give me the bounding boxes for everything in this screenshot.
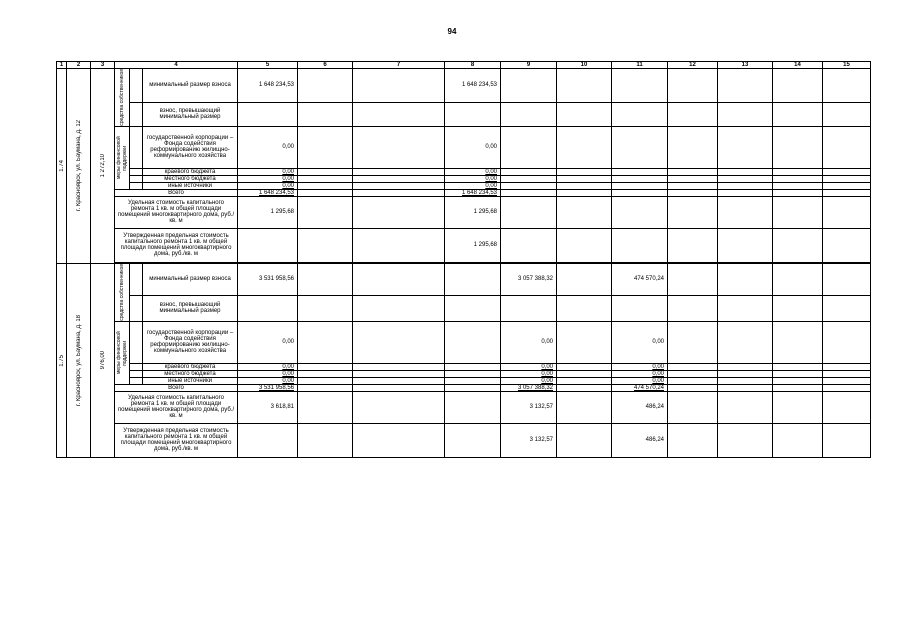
cell-c5-min: 1 648 234,53 xyxy=(238,69,298,103)
record-address-cell xyxy=(67,69,91,264)
cell-c11-total: 474 570,24 xyxy=(612,384,668,391)
table-row: иные источники 0,00 0,00 0,00 xyxy=(57,377,871,384)
col-header-8: 8 xyxy=(445,62,501,69)
col-header-11: 11 xyxy=(612,62,668,69)
col-header-7: 7 xyxy=(353,62,445,69)
row-label-fund: государственной корпорации – Фонда содействия реформированию жилищно-коммунального хозяйства xyxy=(143,126,238,168)
record-area: 976,00 xyxy=(99,351,106,370)
cell-c9-min: 3 057 388,32 xyxy=(501,263,557,295)
table-row xyxy=(57,102,871,126)
record-number-cell xyxy=(57,263,67,457)
row-label-over: взнос, превышающий минимальный размер xyxy=(143,102,238,126)
col-header-1: 1 xyxy=(57,62,67,69)
page-number: 94 xyxy=(447,27,457,36)
record-number: 1.74 xyxy=(58,160,65,172)
table-row: Утвержденная предельная стоимость капитального ремонта 1 кв. м общей площади помещений многоквартирного дома, руб./кв. м 1 295,68 xyxy=(57,228,871,262)
owners-funds-label: средства собственников xyxy=(119,69,125,126)
cell-c5-total: 1 648 234,53 xyxy=(238,189,298,196)
column-number-row xyxy=(57,62,871,69)
support-label: меры финансовой поддержки xyxy=(116,136,128,180)
table-row: 1.75 г. Красноярск, ул. Баумана, д. 18 976,00 средства собственников минимальный размер взноса 3 531 958,56 3 057 388,32 474 570,24 xyxy=(57,263,871,295)
col-header-6: 6 xyxy=(298,62,353,69)
row-label-min: минимальный размер взноса xyxy=(143,69,238,103)
table-row xyxy=(57,69,871,103)
col-header-10: 10 xyxy=(557,62,612,69)
col-header-13: 13 xyxy=(718,62,773,69)
record-area-cell xyxy=(91,69,115,264)
support-group: меры финансовой поддержки xyxy=(115,321,130,384)
table-row xyxy=(57,189,871,196)
table-row: меры финансовой поддержки государственной корпорации – Фонда содействия реформированию жилищно-коммунального хозяйства 0,00 0,00 xyxy=(57,126,871,168)
col-header-14: 14 xyxy=(773,62,823,69)
capital-repair-table xyxy=(56,61,871,458)
table-row: взнос, превышающий минимальный размер xyxy=(57,295,871,321)
col-header-2: 2 xyxy=(67,62,91,69)
table-row: краевого бюджета 0,00 0,00 0,00 xyxy=(57,363,871,370)
col-header-12: 12 xyxy=(668,62,718,69)
cell-c8-min: 1 648 234,53 xyxy=(445,69,501,103)
row-label-max-cost: Утвержденная предельная стоимость капитального ремонта 1 кв. м общей площади помещений многоквартирного дома, руб./кв. м xyxy=(115,228,238,262)
table-row: местного бюджета 0,00 0,00 0,00 xyxy=(57,370,871,377)
table-row: Удельная стоимость капитального ремонта 1 кв. м общей площади помещений многоквартирного дома, руб./кв. м 1 295,68 1 295,68 xyxy=(57,196,871,228)
owners-funds-group xyxy=(115,69,130,127)
row-label-unit-cost: Удельная стоимость капитального ремонта 1 кв. м общей площади помещений многоквартирного дома, руб./кв. м xyxy=(115,196,238,228)
row-label-total: Всего xyxy=(115,189,238,196)
support-group xyxy=(115,126,130,189)
owners-funds-group: средства собственников xyxy=(115,263,130,321)
record-address: г. Красноярск, ул. Баумана, д. 18 xyxy=(75,314,82,406)
record-number-cell xyxy=(57,69,67,264)
record-number: 1.75 xyxy=(58,354,65,367)
table-row: Всего 3 531 958,56 3 057 388,32 474 570,24 xyxy=(57,384,871,391)
record-area-cell xyxy=(91,263,115,457)
cell-c11-min: 474 570,24 xyxy=(612,263,668,295)
col-header-4: 4 xyxy=(115,62,238,69)
table-row: меры финансовой поддержки государственной корпорации – Фонда содействия реформированию жилищно-коммунального хозяйства 0,00 0,00 0,00 xyxy=(57,321,871,363)
cell-c9-total: 3 057 388,32 xyxy=(501,384,557,391)
col-header-15: 15 xyxy=(823,62,871,69)
record-address: г. Красноярск, ул. Баумана, д. 12 xyxy=(75,120,82,212)
table-row: иные источники 0,00 0,00 xyxy=(57,182,871,189)
col-header-5: 5 xyxy=(238,62,298,69)
table-row: Удельная стоимость капитального ремонта 1 кв. м общей площади помещений многоквартирного дома, руб./кв. м 3 618,81 3 132,57 486,24 xyxy=(57,391,871,423)
table-row: краевого бюджета 0,00 0,00 xyxy=(57,168,871,175)
record-area: 1 272,10 xyxy=(99,154,106,178)
table-row: местного бюджета 0,00 0,00 xyxy=(57,175,871,182)
cell-c8-total: 1 648 234,53 xyxy=(445,189,501,196)
col-header-9: 9 xyxy=(501,62,557,69)
table-row: Утвержденная предельная стоимость капитального ремонта 1 кв. м общей площади помещений многоквартирного дома, руб./кв. м 3 132,57 486,24 xyxy=(57,423,871,457)
record-address-cell xyxy=(67,263,91,457)
col-header-3: 3 xyxy=(91,62,115,69)
